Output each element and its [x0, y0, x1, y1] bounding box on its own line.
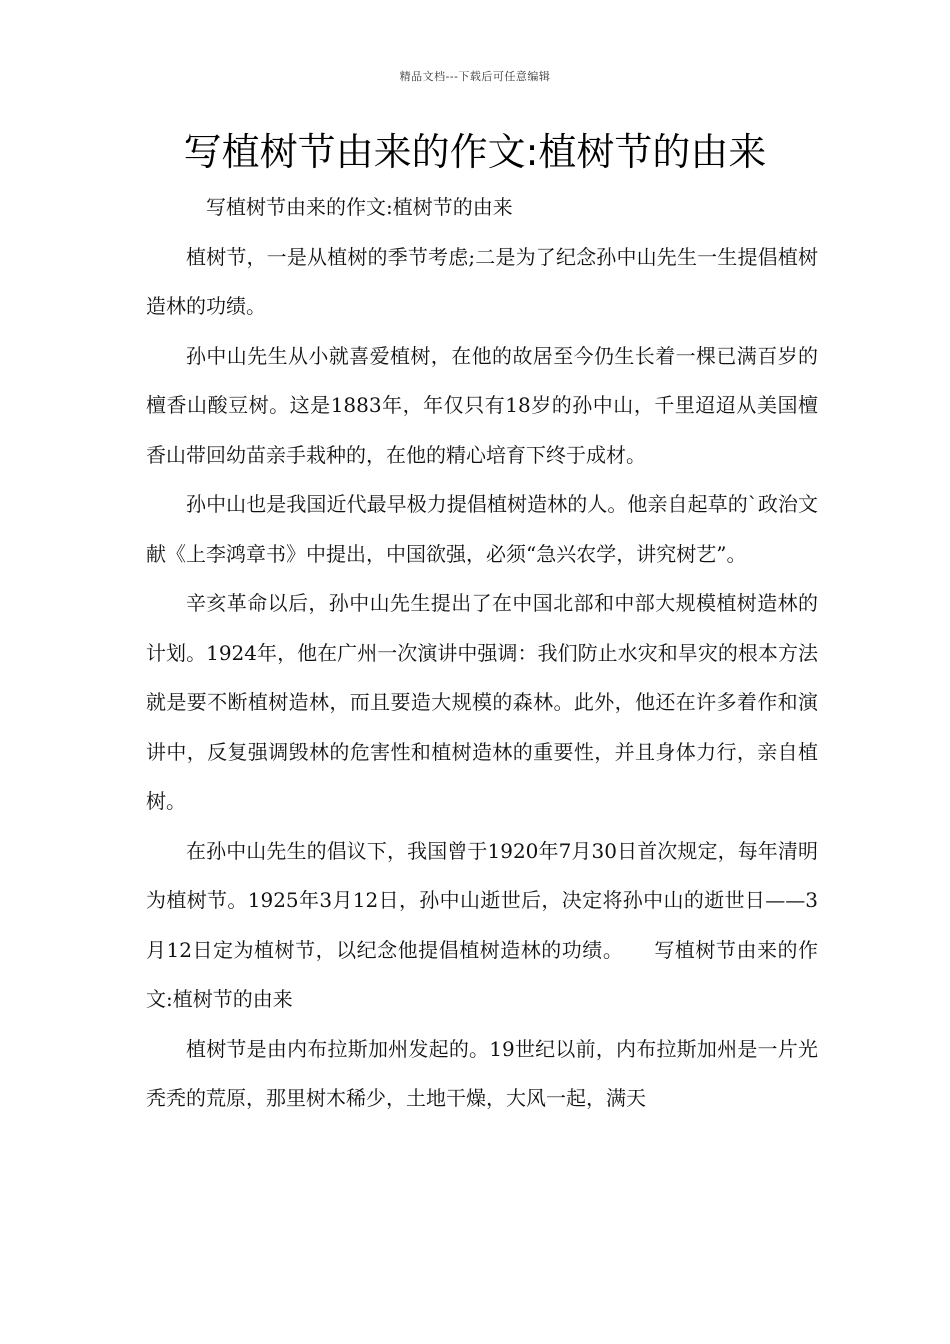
paragraph: 植树节是由内布拉斯加州发起的。19世纪以前，内布拉斯加州是一片光秃秃的荒原，那里树木稀少，土地干燥，大风一起，满天: [146, 1036, 818, 1110]
paragraph: 孙中山先生从小就喜爱植树，在他的故居至今仍生长着一棵已满百岁的檀香山酸豆树。这是1883年，年仅只有18岁的孙中山，千里迢迢从美国檀香山带回幼苗亲手栽种的，在他的精心培育下终于成材。: [146, 343, 818, 467]
paragraph: 孙中山也是我国近代最早极力提倡植树造林的人。他亲自起草的`政治文献《上李鸿章书》中提出，中国欲强，必须“急兴农学，讲究树艺”。: [146, 492, 818, 566]
header-note: 精品文档---下载后可任意编辑: [399, 70, 551, 83]
document-title: 写植树节由来的作文:植树节的由来: [183, 130, 767, 174]
paragraph: 在孙中山先生的倡议下，我国曾于1920年7月30日首次规定，每年清明为植树节。1925年3月12日，孙中山逝世后，决定将孙中山的逝世日——3月12日定为植树节，以纪念他提倡植树造林的功绩。 写植树节由来的作文:植树节的由来: [146, 838, 818, 1011]
paragraph: 辛亥革命以后，孙中山先生提出了在中国北部和中部大规模植树造林的计划。1924年，他在广州一次演讲中强调：我们防止水灾和旱灾的根本方法就是要不断植树造林，而且要造大规模的森林。此外，他还在许多着作和演讲中，反复强调毁林的危害性和植树造林的重要性，并且身体力行，亲自植树。: [146, 591, 818, 813]
document-body: [146, 183, 818, 1124]
paragraph-subtitle: 写植树节由来的作文:植树节的由来: [206, 195, 513, 219]
paragraph: 植树节，一是从植树的季节考虑;二是为了纪念孙中山先生一生提倡植树造林的功绩。: [146, 244, 818, 318]
